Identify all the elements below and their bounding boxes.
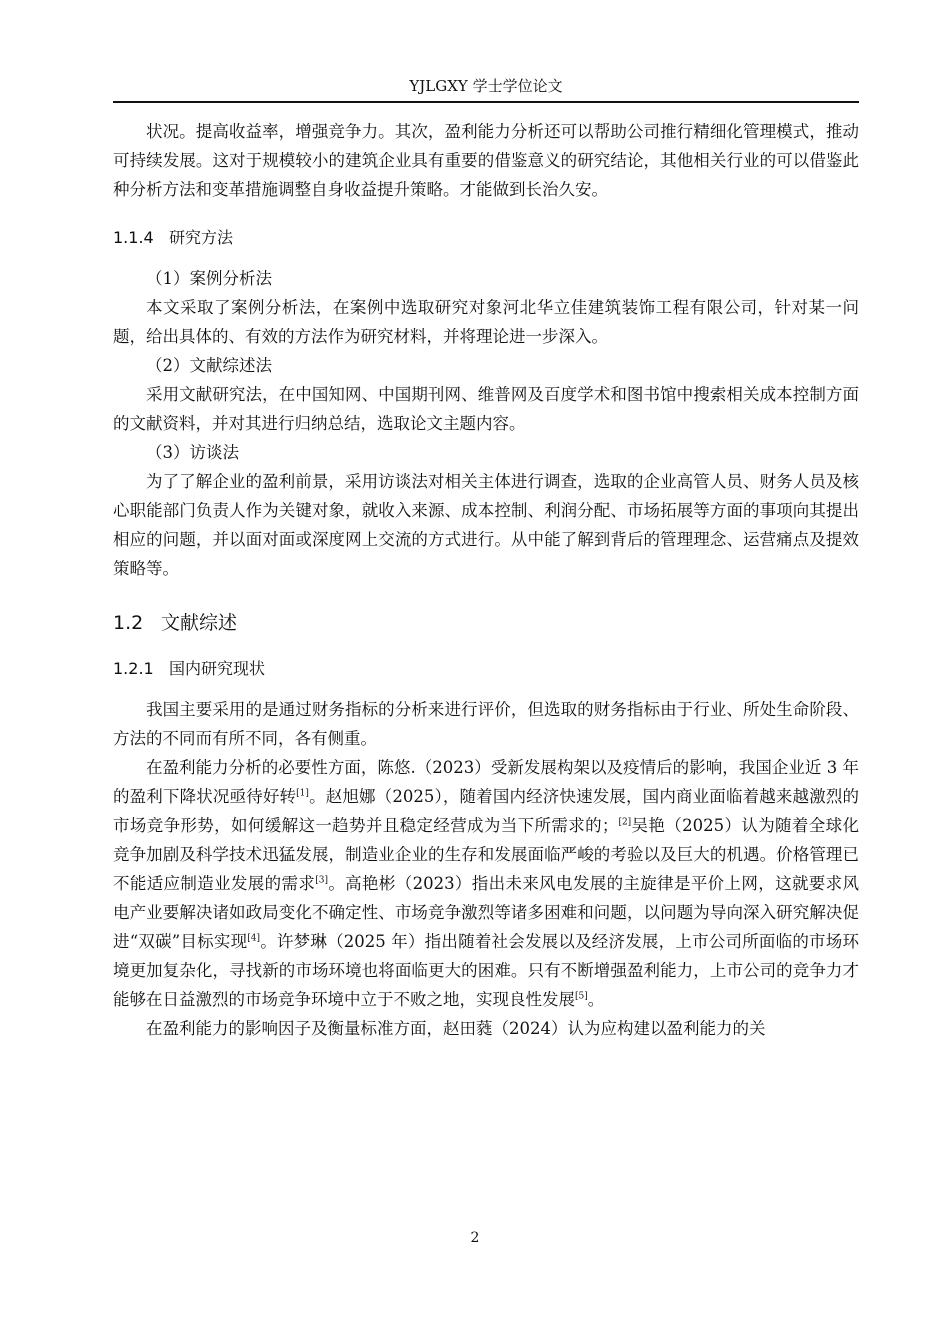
method-label-case: （1）案例分析法 [146,269,272,288]
section-heading-1-1-4 [113,224,859,252]
paragraph-intro: 状况。提高收益率，增强竞争力。其次，盈利能力分析还可以帮助公司推行精细化管理模式，推动可持续发展。这对于规模较小的建筑企业具有重要的借鉴意义的研究结论，其他相关行业的可以借鉴此种分析方法和变革措施调整自身收益提升策略。才能做到长治久安。 [113,122,859,199]
paragraph-domestic-3: 在盈利能力的影响因子及衡量标准方面，赵田蕤（2024）认为应构建以盈利能力的关 [146,1019,766,1038]
paragraph-interview-method: 为了了解企业的盈利前景，采用访谈法对相关主体进行调查，选取的企业高管人员、财务人员及核心职能部门负责人作为关键对象，就收入来源、成本控制、利润分配、市场拓展等方面的事项向其提出相应的问题，并以面对面或深度网上交流的方式进行。从中能了解到背后的管理理念、运营痛点及提效策略等。 [113,472,859,578]
citation-ref-4: [4] [247,933,261,944]
method-label-interview: （3）访谈法 [146,443,239,462]
citation-ref-5: [5] [575,991,588,1002]
text-run: 。赵旭娜（2025），随着国内经济快速发展，国内商业面临着越来越激烈的市场竞争形势，如何缓解这一趋势并且稳定经营成为当下所需求的； [113,787,860,835]
section-number: 1.2.1 [113,659,154,678]
running-header: YJLGXY 学士学位论文 [409,77,563,95]
text-run: 。高艳彬（2023）指出未来风电发展的主旋律是平价上网，这就要求风电产业要解决诸如政局变化不确定性、市场竞争激烈等诸多困难和问题，以问题为导向深入研究解决促进“双碳”目标实现 [113,874,859,951]
page-number: 2 [470,1230,480,1246]
text-run: 在盈利能力分析的必要性方面，陈悠.（2023）受新发展构架以及疫情后的影响，我国企业近 3 年的盈利下降状况亟待好转 [113,758,859,806]
header-rule [113,101,859,103]
section-title: 研究方法 [169,228,234,247]
section-heading-1-2-1 [113,655,859,683]
section-number: 1.1.4 [113,228,154,247]
section-number: 1.2 [113,612,144,634]
text-run: 。 [587,990,605,1009]
paragraph-domestic-2 [113,753,859,1014]
citation-ref-3: [3] [315,875,328,886]
text-run: 。许梦琳（2025 年）指出随着社会发展以及经济发展，上市公司所面临的市场环境更加复杂化，寻找新的市场环境也将面临更大的困难。只有不断增强盈利能力，上市公司的竞争力才能够在日益激烈的市场竞争环境中立于不败之地，实现良性发展 [113,932,859,1009]
paragraph-case-method: 本文采取了案例分析法，在案例中选取研究对象河北华立佳建筑装饰工程有限公司，针对某一问题，给出具体的、有效的方法作为研究材料，并将理论进一步深入。 [113,298,859,346]
page-body [113,117,859,1043]
paragraph-domestic-1: 我国主要采用的是通过财务指标的分析来进行评价，但选取的财务指标由于行业、所处生命阶段、方法的不同而有所不同，各有侧重。 [113,700,859,748]
method-label-literature: （2）文献综述法 [146,356,272,375]
text-run: 吴艳（2025）认为随着全球化竞争加剧及科学技术迅猛发展，制造业企业的生存和发展面临严峻的考验以及巨大的机遇。价格管理已不能适应制造业发展的需求 [113,816,859,893]
paragraph-literature-method: 采用文献研究法，在中国知网、中国期刊网、维普网及百度学术和图书馆中搜索相关成本控制方面的文献资料，并对其进行归纳总结，选取论文主题内容。 [113,385,859,433]
section-heading-1-2 [113,607,859,639]
section-title: 国内研究现状 [169,659,266,678]
section-title: 文献综述 [161,612,238,634]
citation-ref-1: [1] [296,788,309,799]
citation-ref-2: [2] [618,817,632,828]
